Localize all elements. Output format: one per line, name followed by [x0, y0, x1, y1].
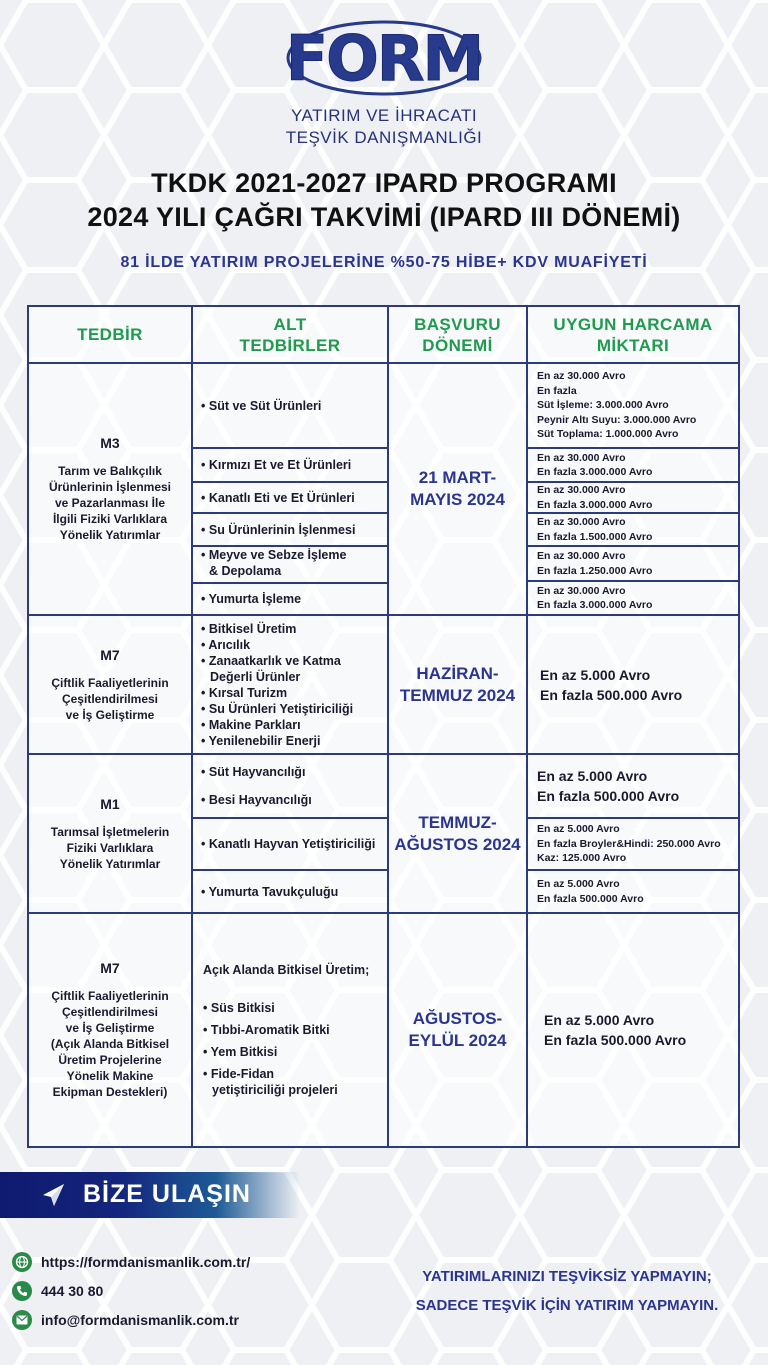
- amount-line: En fazla: [537, 384, 577, 397]
- header-tedbir: [29, 307, 191, 362]
- alt-tedbir-label: • Yumurta İşleme: [201, 591, 301, 607]
- tedbir-m1-desc-3: Yönelik Yatırımlar: [59, 856, 161, 871]
- alt-tedbir-item: • Yem Bitkisi: [203, 1044, 369, 1060]
- tedbir-m7b-desc-6: Yönelik Makine: [66, 1069, 154, 1083]
- amount-line: En fazla 500.000 Avro: [537, 788, 680, 804]
- phone-link[interactable]: [12, 1280, 103, 1302]
- amount-line: En az 5.000 Avro: [540, 666, 651, 683]
- alt-tedbir-label: • Meyve ve Sebze İşleme: [201, 547, 346, 563]
- header-alt-label-2: TEDBİRLER: [239, 335, 341, 355]
- tedbir-m7-a: [29, 616, 191, 753]
- tedbir-m3-desc-3: ve Pazarlanması İle: [54, 496, 166, 510]
- amount-line: En fazla 500.000 Avro: [544, 1032, 687, 1048]
- header-uygun-label-2: MİKTARI: [596, 335, 670, 355]
- mail-icon: [12, 1310, 32, 1330]
- period-m7-a: [389, 616, 526, 753]
- tedbir-m7-desc-1: Çiftlik Faaliyetlerinin: [51, 675, 169, 690]
- amount-m7-b: [528, 914, 738, 1146]
- tedbir-m7-b: [29, 914, 191, 1146]
- alt-tedbir-intro: Açık Alanda Bitkisel Üretim;: [203, 963, 370, 977]
- tedbir-m1: [29, 755, 191, 912]
- amount-m7-a: [528, 616, 738, 753]
- alt-tedbir-item: • Zanaatkarlık ve Katma: [201, 653, 353, 669]
- motto-line-1: YATIRIMLARINIZI TEŞVİKSİZ YAPMAYIN;: [422, 1268, 712, 1285]
- alt-tedbir-label: • Yumurta Tavukçuluğu: [201, 884, 338, 900]
- alt-tedbir-label: • Süt ve Süt Ürünleri: [201, 398, 321, 414]
- tedbir-m3-desc-1: Tarım ve Balıkçılık: [58, 464, 162, 478]
- alt-tedbir-item-cont: Değerli Ürünler: [210, 669, 301, 684]
- email-link[interactable]: [12, 1309, 239, 1331]
- period-m3-line-2: MAYIS 2024: [410, 490, 505, 509]
- tedbir-m3-desc-5: Yönelik Yatırımlar: [59, 528, 161, 542]
- alt-tedbir-item: • Kırsal Turizm: [201, 685, 353, 701]
- alt-tedbir-item: • Besi Hayvancılığı: [201, 792, 312, 808]
- logo-tagline-2: TEŞVİK DANIŞMANLIĞI: [285, 128, 483, 147]
- tedbir-m1-code: M1: [100, 795, 120, 812]
- amount-m1-kanatli: [528, 819, 738, 869]
- amount-line: En az 30.000 Avro: [537, 370, 626, 383]
- motto-line-2: SADECE TEŞVİK İÇİN YATIRIM YAPMAYIN.: [415, 1297, 719, 1314]
- amount-line: En fazla 3.000.000 Avro: [537, 498, 653, 511]
- tedbir-m3: [29, 364, 191, 614]
- amount-line: Kaz: 125.000 Avro: [537, 852, 627, 865]
- amount-line: En fazla 500.000 Avro: [537, 892, 644, 905]
- header-alt-tedbirler: [193, 307, 387, 362]
- tedbir-m1-desc-2: Fiziki Varlıklara: [66, 840, 154, 855]
- alt-tedbir-yumurta: [193, 584, 387, 614]
- alt-tedbir-item: • Su Ürünleri Yetiştiriciliği: [201, 701, 353, 717]
- amount-line: Süt Toplama: 1.000.000 Avro: [537, 428, 679, 441]
- header-basvuru-label-1: BAŞVURU: [414, 314, 501, 334]
- website-link[interactable]: [12, 1251, 250, 1273]
- amount-m1-hayvancilik: [528, 755, 738, 817]
- amount-line: Peynir Altı Suyu: 3.000.000 Avro: [537, 413, 697, 426]
- alt-tedbir-item: • Yenilenebilir Enerji: [201, 733, 353, 749]
- alt-tedbir-item: • Arıcılık: [201, 637, 353, 653]
- alt-tedbir-item: • Bitkisel Üretim: [201, 621, 353, 637]
- call-calendar-table: [27, 305, 740, 1148]
- paper-plane-icon: [40, 1181, 68, 1209]
- page-title-line-1: TKDK 2021-2027 IPARD PROGRAMI: [151, 168, 617, 198]
- amount-line: En az 30.000 Avro: [537, 584, 626, 597]
- amount-line: En az 5.000 Avro: [537, 878, 620, 890]
- phone-text: 444 30 80: [41, 1283, 104, 1299]
- alt-tedbir-meyve-sebze: [193, 547, 387, 582]
- amount-m3-kanatli-eti: [528, 483, 738, 512]
- page-title-line-2: 2024 YILI ÇAĞRI TAKVİMİ (IPARD III DÖNEMİ): [87, 202, 681, 232]
- alt-tedbir-label: • Kanatlı Eti ve Et Ürünleri: [201, 490, 355, 506]
- period-m1: [389, 755, 526, 912]
- brand-logo: [284, 20, 484, 98]
- alt-tedbir-su-urunleri: [193, 514, 387, 545]
- tedbir-m7b-code: M7: [100, 960, 120, 976]
- header-basvuru-label-2: DÖNEMİ: [422, 335, 493, 355]
- tedbir-m7b-desc-2: Çeşitlendirilmesi: [61, 1005, 159, 1019]
- website-text: https://formdanismanlik.com.tr/: [41, 1254, 251, 1270]
- alt-tedbir-label: • Su Ürünlerinin İşlenmesi: [201, 522, 355, 538]
- amount-line: En az 30.000 Avro: [537, 550, 626, 562]
- amount-m3-su-urunleri: [528, 514, 738, 545]
- amount-line: En fazla 1.500.000 Avro: [537, 530, 653, 543]
- tedbir-m3-code: M3: [100, 435, 120, 451]
- amount-line: Süt İşleme: 3.000.000 Avro: [537, 399, 669, 412]
- alt-tedbir-acik-alan: [193, 914, 387, 1146]
- tedbir-m7b-desc-5: Üretim Projelerine: [58, 1053, 162, 1067]
- alt-tedbir-label-cont: & Depolama: [209, 564, 282, 578]
- amount-line: En az 5.000 Avro: [537, 823, 620, 836]
- amount-line: En az 5.000 Avro: [544, 1012, 655, 1028]
- alt-tedbir-item: • Makine Parkları: [201, 717, 353, 733]
- amount-line: En fazla 3.000.000 Avro: [537, 466, 653, 478]
- tedbir-m7b-desc-7: Ekipman Destekleri): [52, 1085, 168, 1099]
- period-m1-line-1: TEMMUZ-: [418, 812, 497, 832]
- tedbir-m3-desc-2: Ürünlerinin İşlenmesi: [48, 480, 172, 494]
- page-subtitle: 81 İLDE YATIRIM PROJELERİNE %50-75 HİBE+ KDV MUAFİYETİ: [120, 254, 648, 271]
- amount-line: En az 30.000 Avro: [537, 484, 626, 496]
- tedbir-m7b-desc-3: ve İş Geliştirme: [65, 1021, 155, 1035]
- header-tedbir-label: TEDBİR: [77, 325, 143, 344]
- amount-m3-sut: [528, 364, 738, 447]
- tedbir-m7-desc-2: Çeşitlendirilmesi: [61, 691, 159, 706]
- alt-tedbir-item: • Süt Hayvancılığı: [201, 764, 312, 780]
- amount-m3-yumurta: [528, 582, 738, 614]
- alt-tedbir-kirmizi-et: [193, 449, 387, 481]
- alt-tedbir-kanatli-eti: [193, 483, 387, 512]
- period-m1-line-2: AĞUSTOS 2024: [394, 834, 521, 854]
- alt-tedbir-label: • Kırmızı Et ve Et Ürünleri: [201, 457, 351, 473]
- period-m3: [389, 364, 526, 614]
- alt-tedbir-item: • Tıbbi-Aromatik Bitki: [203, 1022, 369, 1038]
- tedbir-m3-desc-4: İlgili Fiziki Varlıklara: [52, 512, 168, 526]
- alt-tedbir-hayvancilik: [193, 755, 387, 817]
- amount-line: En az 30.000 Avro: [537, 516, 626, 528]
- amount-m3-meyve-sebze: [528, 547, 738, 580]
- amount-line: En az 5.000 Avro: [537, 768, 648, 784]
- email-text: info@formdanismanlik.com.tr: [41, 1312, 240, 1328]
- alt-tedbir-label: • Kanatlı Hayvan Yetiştiriciliği: [201, 836, 375, 852]
- header-alt-label-1: ALT: [273, 314, 307, 334]
- amount-line: En fazla 3.000.000 Avro: [537, 599, 653, 611]
- tedbir-m7b-desc-1: Çiftlik Faaliyetlerinin: [51, 989, 169, 1003]
- tedbir-m7-desc-3: ve İş Geliştirme: [65, 707, 155, 722]
- alt-tedbir-kanatli-hayvan: [193, 819, 387, 869]
- period-m7-b: [389, 914, 526, 1146]
- period-m7b-line-1: AĞUSTOS-: [412, 1009, 503, 1028]
- amount-m3-kirmizi-et: [528, 449, 738, 481]
- period-m7b-line-2: EYLÜL 2024: [408, 1031, 507, 1050]
- logo-tagline-1: YATIRIM VE İHRACATI: [290, 106, 478, 125]
- header-uygun-label-1: UYGUN HARCAMA: [553, 314, 713, 334]
- tedbir-m7-code: M7: [100, 646, 120, 663]
- amount-line: En fazla Broyler&Hindi: 250.000 Avro: [537, 837, 721, 850]
- tedbir-m7b-desc-4: (Açık Alanda Bitkisel: [50, 1037, 170, 1051]
- alt-tedbir-m7-list: [193, 616, 387, 753]
- globe-icon: [12, 1252, 32, 1272]
- amount-m1-yumurta: [528, 871, 738, 912]
- amount-line: En fazla 500.000 Avro: [540, 686, 683, 703]
- amount-line: En az 30.000 Avro: [537, 451, 626, 464]
- alt-tedbir-item-cont: yetiştiriciliği projeleri: [212, 1083, 338, 1097]
- alt-tedbir-item: • Süs Bitkisi: [203, 1000, 369, 1016]
- period-m7-line-2: TEMMUZ 2024: [399, 685, 516, 705]
- alt-tedbir-yumurta-tavuk: [193, 871, 387, 912]
- contact-banner[interactable]: [0, 1172, 300, 1218]
- phone-icon: [12, 1281, 32, 1301]
- logo-wordmark: FORM: [285, 22, 483, 95]
- alt-tedbir-item: • Fide-Fidan: [203, 1066, 369, 1082]
- period-m3-line-1: 21 MART-: [418, 468, 497, 487]
- header-basvuru-donemi: [389, 307, 526, 362]
- contact-banner-label: BİZE ULAŞIN: [83, 1180, 251, 1208]
- header-uygun-harcama: [528, 307, 738, 362]
- period-m7-line-1: HAZİRAN-: [416, 663, 499, 683]
- alt-tedbir-sut: [193, 364, 387, 447]
- amount-line: En fazla 1.250.000 Avro: [537, 564, 653, 577]
- tedbir-m1-desc-1: Tarımsal İşletmelerin: [50, 824, 170, 839]
